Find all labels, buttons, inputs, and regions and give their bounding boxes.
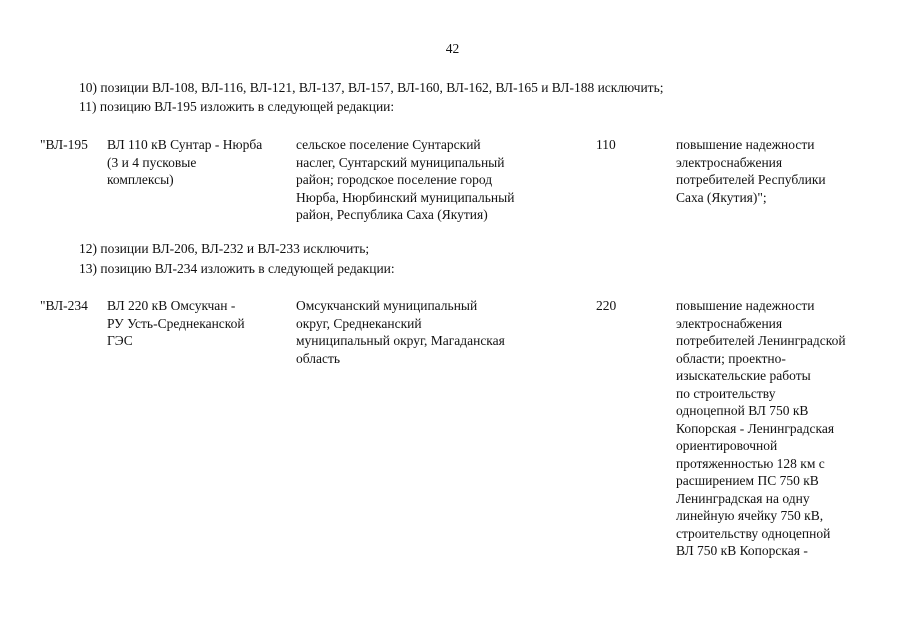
instruction-10: 10) позиции ВЛ-108, ВЛ-116, ВЛ-121, ВЛ-137, ВЛ-157, ВЛ-160, ВЛ-162, ВЛ-165 и ВЛ-188 исключить; [79,80,664,95]
location-row: Нюрба, Нюрбинский муниципальный [296,189,515,205]
entry-code: "ВЛ-195 [40,137,88,152]
line-name-row: ВЛ 220 кВ Омсукчан - [107,298,236,313]
purpose-row: ВЛ 750 кВ Копорская - [676,543,808,558]
location [296,136,514,224]
purpose-row: линейную ячейку 750 кВ, [676,508,824,523]
purpose-row: по строительству [676,385,776,401]
line-name-row: комплексы) [107,172,174,187]
purpose-row: электроснабжения [676,315,783,331]
purpose-row: ориентировочной [676,438,778,453]
entry-code: "ВЛ-234 [40,298,88,313]
purpose-row: электроснабжения [676,154,783,170]
location-row: район; городское поселение город [296,172,493,187]
location-row: сельское поселение Сунтарский [296,137,481,152]
purpose [676,297,846,560]
purpose-row: расширением ПС 750 кВ [676,473,819,488]
purpose-row: протяженностью 128 км с [676,455,825,471]
voltage: 110 [596,137,616,152]
purpose [676,136,826,206]
location-row: муниципальный округ, Магаданская [296,333,505,348]
purpose-row: повышение надежности [676,298,815,313]
purpose-row: Ленинградская на одну [676,490,810,506]
location [296,297,505,367]
line-name [107,297,245,350]
instruction-11: 11) позицию ВЛ-195 изложить в следующей редакции: [79,99,395,114]
page-number: 42 [445,41,460,56]
line-name-row: РУ Усть-Среднеканской [107,315,245,331]
location-row: Омсукчанский муниципальный [296,298,478,313]
line-name-row: ВЛ 110 кВ Сунтар - Нюрба [107,137,263,152]
purpose-row: изыскательские работы [676,368,811,383]
voltage: 220 [596,298,617,313]
location-row: округ, Среднеканский [296,315,422,331]
purpose-row: области; проектно- [676,350,786,366]
location-row: наслег, Сунтарский муниципальный [296,154,505,170]
purpose-row: потребителей Ленинградской [676,333,846,348]
instruction-12: 12) позиции ВЛ-206, ВЛ-232 и ВЛ-233 исключить; [79,241,370,256]
line-name [107,136,262,189]
purpose-row: Копорская - Ленинградская [676,420,835,436]
purpose-row: одноцепной ВЛ 750 кВ [676,403,809,418]
instruction-13: 13) позицию ВЛ-234 изложить в следующей редакции: [79,261,395,276]
purpose-row: Саха (Якутия)"; [676,189,767,205]
purpose-row: строительству одноцепной [676,525,831,541]
location-row: область [296,350,341,366]
line-name-row: (3 и 4 пусковые [107,154,197,170]
purpose-row: потребителей Республики [676,172,826,187]
location-row: район, Республика Саха (Якутия) [296,207,488,222]
purpose-row: повышение надежности [676,137,815,152]
line-name-row: ГЭС [107,333,133,348]
